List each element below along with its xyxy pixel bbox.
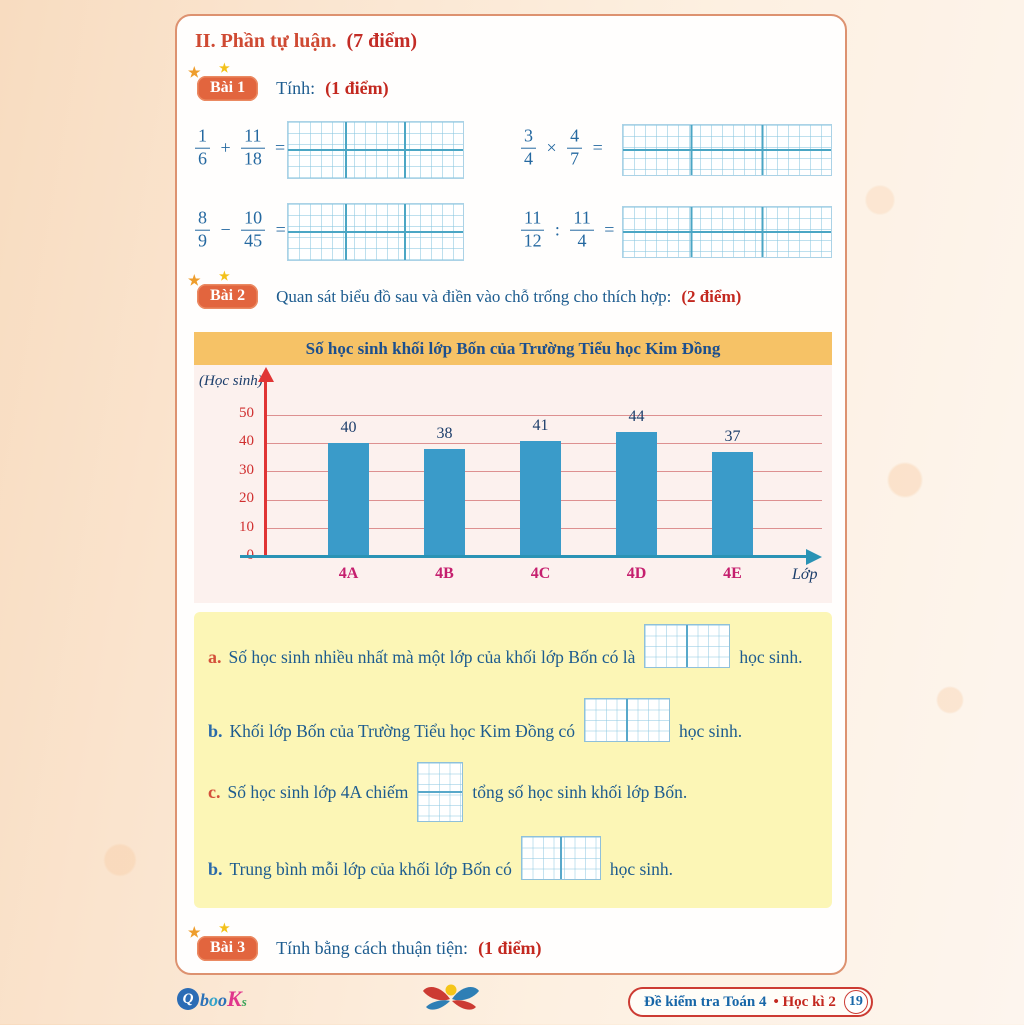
star-icon: ★ — [188, 274, 201, 289]
bar-value-label: 41 — [532, 416, 549, 434]
bai3-badge-label: Bài 3 — [210, 939, 246, 956]
questions-panel — [194, 612, 832, 908]
bai2-points: (2 điểm) — [681, 286, 742, 306]
star-icon: ★ — [188, 66, 201, 81]
question-letter: c. — [208, 781, 221, 802]
bar-value-label: 44 — [628, 408, 645, 426]
fraction: $\frac{1}{6}$ — [195, 127, 210, 170]
bar-value-label: 40 — [340, 419, 357, 437]
math-row-1 — [177, 116, 849, 180]
operator: − — [220, 219, 231, 240]
bai1-badge — [188, 61, 258, 101]
equals-sign: = — [275, 219, 286, 240]
y-axis-arrow-icon — [258, 367, 274, 382]
fraction: $\frac{4}{7}$ — [567, 127, 582, 170]
bar-value-label: 38 — [436, 425, 453, 443]
question-letter: a. — [208, 647, 222, 667]
answer-grid-box[interactable] — [622, 124, 832, 176]
operator: × — [546, 137, 557, 158]
fraction: $\frac{8}{9}$ — [195, 209, 210, 252]
category-label: 4D — [626, 565, 647, 582]
y-tick-label: 20 — [239, 490, 254, 507]
chart-area — [194, 365, 832, 603]
y-tick-label: 30 — [239, 461, 254, 478]
bai3-points: (1 điểm) — [478, 938, 542, 958]
equals-sign: = — [604, 219, 615, 240]
y-axis — [264, 381, 267, 558]
equals-sign: = — [275, 137, 286, 158]
question-text: Số học sinh lớp 4A chiếm — [227, 781, 409, 802]
qbooks-logo: Q b o o K s — [177, 986, 247, 1012]
question-row-b — [208, 698, 742, 742]
fraction: $\frac{11}{4}$ — [570, 209, 593, 252]
question-text: tổng số học sinh khối lớp Bốn. — [472, 781, 688, 802]
question-row-a — [208, 624, 803, 668]
fraction: $\frac{10}{45}$ — [241, 209, 265, 252]
category-label: 4E — [723, 565, 742, 582]
fraction-expression — [519, 209, 618, 252]
answer-box[interactable] — [584, 698, 670, 742]
category-label: 4A — [338, 565, 359, 582]
bar-value-label: 37 — [724, 427, 741, 445]
star-icon: ★ — [219, 61, 230, 75]
fraction: $\frac{11}{12}$ — [521, 209, 544, 252]
qbooks-logo-q: Q — [177, 988, 199, 1010]
chart-gridline — [265, 415, 822, 416]
question-text: học sinh. — [739, 647, 803, 667]
fraction-expression — [193, 209, 290, 252]
fraction-expression — [519, 127, 607, 170]
y-tick-label: 50 — [239, 405, 254, 421]
butterfly-logo-icon — [420, 982, 482, 1025]
math-row-2 — [177, 198, 849, 262]
answer-box[interactable] — [644, 624, 730, 668]
category-label: 4B — [435, 565, 454, 582]
question-text: Số học sinh nhiều nhất mà một lớp của khối lớp Bốn có là — [228, 647, 636, 667]
question-text: học sinh. — [678, 721, 743, 741]
equals-sign: = — [592, 137, 603, 158]
chart-title-banner — [194, 332, 832, 365]
bai1-badge-label: Bài 1 — [210, 79, 246, 96]
y-tick-label: 40 — [239, 433, 254, 450]
footer-label-red: • Học kì 2 — [773, 993, 836, 1010]
answer-box[interactable] — [521, 836, 601, 880]
answer-grid-box[interactable] — [287, 121, 464, 179]
chart-bar — [616, 432, 657, 557]
footer-label-blue: Đề kiểm tra Toán 4 — [644, 993, 767, 1010]
operator: : — [554, 219, 560, 240]
bai2-header — [188, 269, 742, 309]
section-points: (7 điểm) — [346, 30, 418, 52]
operator: + — [220, 137, 231, 158]
question-letter: b. — [208, 859, 223, 879]
chart-bar — [328, 443, 369, 557]
star-icon: ★ — [219, 269, 230, 283]
worksheet-card — [175, 14, 847, 975]
fraction: $\frac{11}{18}$ — [241, 127, 264, 170]
question-row-c — [208, 760, 687, 824]
star-icon: ★ — [188, 926, 201, 941]
y-axis-label: (Học sinh) — [199, 373, 263, 389]
bai2-badge-label: Bài 2 — [210, 287, 246, 304]
question-text: Trung bình mỗi lớp của khối lớp Bốn có — [229, 859, 512, 879]
x-axis — [240, 555, 812, 558]
bai2-instruction: Quan sát biểu đồ sau và điền vào chỗ trống cho thích hợp: — [276, 286, 672, 306]
page-number-badge: 19 — [844, 990, 868, 1014]
section-title — [195, 30, 417, 53]
footer-pill — [628, 987, 873, 1017]
fraction-expression — [193, 127, 289, 170]
question-text: học sinh. — [609, 859, 674, 879]
answer-box-fraction[interactable] — [417, 762, 463, 822]
question-letter: b. — [208, 721, 223, 741]
bai3-label: Tính bằng cách thuận tiện: — [276, 938, 469, 958]
section-title-text: II. Phần tự luận. — [195, 30, 337, 52]
bai1-header — [188, 61, 389, 101]
bai3-header — [188, 921, 542, 961]
bai3-badge — [188, 921, 258, 961]
question-row-d — [208, 836, 673, 880]
bai2-badge — [188, 269, 258, 309]
question-text: Khối lớp Bốn của Trường Tiểu học Kim Đồng có — [229, 721, 575, 741]
answer-grid-box[interactable] — [287, 203, 464, 261]
category-label: 4C — [530, 565, 551, 582]
bai1-points: (1 điểm) — [325, 78, 389, 98]
chart-title: Số học sinh khối lớp Bốn của Trường Tiểu học Kim Đồng — [305, 338, 721, 358]
chart-bar — [712, 452, 753, 557]
chart-bar — [424, 449, 465, 557]
star-icon: ★ — [219, 921, 230, 935]
chart-bar — [520, 441, 561, 557]
answer-grid-box[interactable] — [622, 206, 832, 258]
y-tick-label: 10 — [239, 518, 254, 535]
x-axis-arrow-icon — [806, 549, 822, 565]
x-axis-label: Lớp — [792, 566, 818, 583]
bai1-label: Tính: — [276, 78, 316, 98]
fraction: $\frac{3}{4}$ — [521, 127, 536, 170]
